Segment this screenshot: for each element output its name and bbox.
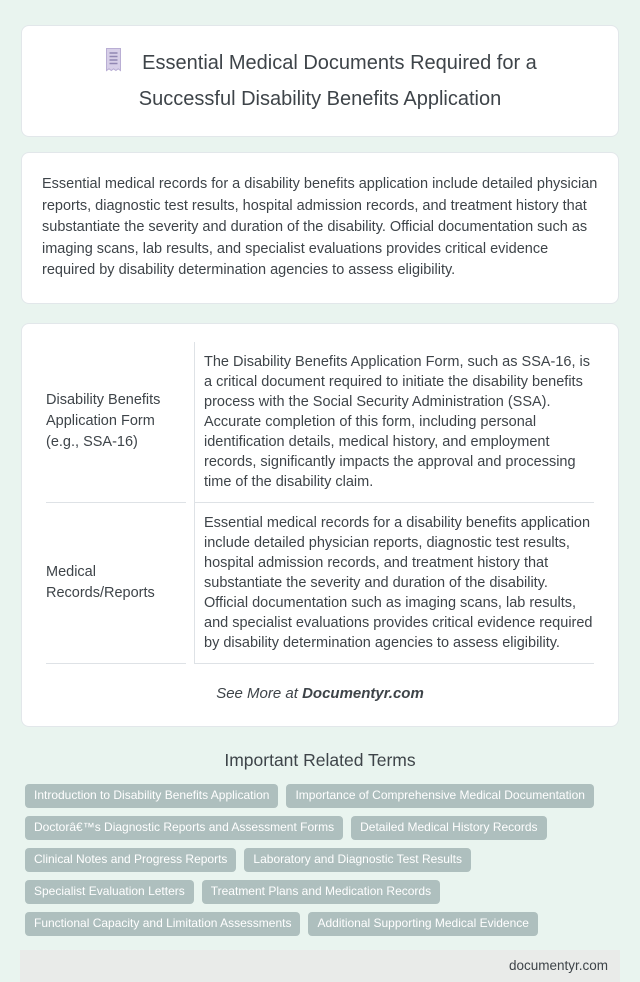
related-term-tag[interactable]: Treatment Plans and Medication Records bbox=[202, 880, 440, 904]
related-terms-list bbox=[25, 784, 615, 936]
term-cell: Disability Benefits Application Form (e.g., SSA-16) bbox=[46, 342, 186, 503]
related-term-tag[interactable]: Laboratory and Diagnostic Test Results bbox=[244, 848, 471, 872]
term-cell: Medical Records/Reports bbox=[46, 503, 186, 664]
description-cell: The Disability Benefits Application Form, such as SSA-16, is a critical document required to initiate the disability benefits process with the Social Security Administration (SSA). Accurate completion of this form, including personal identification details, medical history, and employment records, significantly impacts the approval and processing time of the disability claim. bbox=[194, 342, 594, 503]
page-title-text: Essential Medical Documents Required for a Successful Disability Benefits Application bbox=[138, 52, 537, 110]
related-term-tag[interactable]: Importance of Comprehensive Medical Documentation bbox=[286, 784, 593, 808]
related-term-tag[interactable]: Doctorâ€™s Diagnostic Reports and Assessment Forms bbox=[25, 816, 343, 840]
receipt-icon bbox=[103, 47, 124, 84]
documents-table bbox=[38, 342, 602, 664]
footer-site: documentyr.com bbox=[508, 957, 608, 973]
summary-text: Essential medical records for a disability benefits application include detailed physician reports, diagnostic test results, hospital admission records, and treatment history that substantiate the severity and duration of the disability. Official documentation such as imaging scans, lab results, and specialist evaluations provides critical evidence required by disability determination agencies to assess eligibility. bbox=[42, 176, 598, 278]
table-row bbox=[46, 503, 594, 664]
related-term-tag[interactable]: Functional Capacity and Limitation Assessments bbox=[25, 912, 300, 936]
related-term-tag[interactable]: Additional Supporting Medical Evidence bbox=[308, 912, 537, 936]
footer-bar bbox=[20, 950, 620, 982]
related-term-tag[interactable]: Detailed Medical History Records bbox=[351, 816, 546, 840]
related-term-tag[interactable]: Specialist Evaluation Letters bbox=[25, 880, 194, 904]
related-term-tag[interactable]: Clinical Notes and Progress Reports bbox=[25, 848, 236, 872]
see-more-line bbox=[38, 685, 602, 702]
description-cell: Essential medical records for a disability benefits application include detailed physician reports, diagnostic test results, hospital admission records, and treatment history that substantiate the severity and duration of the disability. Official documentation such as imaging scans, lab results, and specialist evaluations provides critical evidence required by disability determination agencies to assess eligibility. bbox=[194, 503, 594, 664]
related-term-tag[interactable]: Introduction to Disability Benefits Application bbox=[25, 784, 278, 808]
see-more-prefix: See More at bbox=[216, 684, 303, 702]
table-row bbox=[46, 342, 594, 503]
title-card bbox=[21, 25, 619, 137]
summary-card bbox=[21, 152, 619, 304]
page-title bbox=[60, 47, 580, 115]
see-more-site: Documentyr.com bbox=[302, 684, 424, 702]
related-terms-heading: Important Related Terms bbox=[224, 749, 416, 770]
documents-table-card bbox=[21, 323, 619, 727]
